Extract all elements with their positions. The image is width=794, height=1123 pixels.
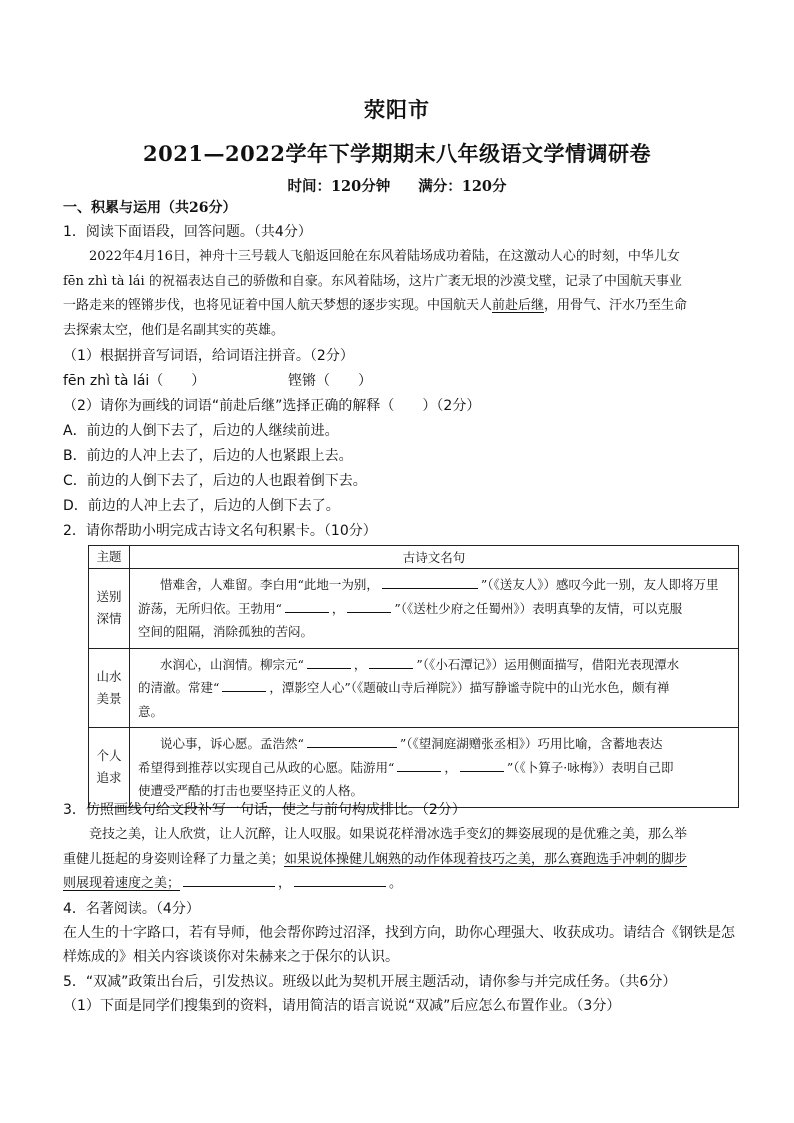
q1-passage-line: fēn zhì tà lái 的祝福表达自己的骄傲和自豪。东风着陆场，这片广袤无垠的沙漠戈壁，记录了中国航天事业	[63, 273, 682, 289]
content-line: 希望得到推荐以实现自己从政的心愿。陆游用“ ， ”（《卜算子·咏梅》）表明自己即	[138, 759, 674, 775]
option-a[interactable]: A．前边的人倒下去了，后边的人继续前进。	[63, 423, 339, 439]
q1-passage-line	[63, 294, 733, 319]
table-header-row	[89, 546, 739, 569]
q1-passage-text: 一路走来的铿锵步伐，也将见证着中国人航天梦想的逐步实现。中国航天人	[63, 298, 493, 313]
underlined-phrase: 前赴后继	[492, 298, 545, 313]
option-d[interactable]: D．前边的人冲上去了，后边的人倒下去了。	[63, 498, 340, 514]
header-content: 古诗文名句	[130, 546, 739, 569]
section-title: 一、积累与运用（共26分）	[63, 200, 237, 216]
row-content	[130, 728, 739, 808]
content-line: 的清澈。常建“ ，潭影空人心”（《题破山寺后禅院》）描写静谧寺院中的山光水色，颇有禅	[138, 680, 670, 695]
q1-sub1: （1）根据拼音写词语，给词语注拼音。（2分）	[63, 348, 354, 364]
table-row	[89, 648, 739, 728]
answer-blank[interactable]	[347, 600, 391, 613]
q5-sub1: （1）下面是同学们搜集到的资料，请用简洁的语言说说“双减”后应怎么布置作业。（3分）	[63, 998, 621, 1014]
q1-passage-line: 去探索太空，他们是名副其实的英雄。	[63, 322, 285, 338]
underlined-sentence: 如果说体操健儿娴熟的动作体现着技巧之美，那么赛跑选手冲刺的脚步	[284, 851, 688, 867]
q3-passage-line: 则展现着速度之美； ， 。	[63, 876, 403, 891]
option-c[interactable]: C．前边的人倒下去了，后边的人也跟着倒下去。	[63, 473, 367, 489]
content-line: 使遭受严酷的打击也要坚持正义的人格。	[138, 783, 364, 798]
poetry-card-table	[88, 545, 739, 808]
row-topic	[89, 648, 130, 728]
score-info: 满分：120分	[418, 178, 507, 195]
answer-blank[interactable]	[285, 600, 329, 613]
table-row	[89, 728, 739, 808]
exam-meta	[0, 175, 794, 196]
answer-blank[interactable]	[460, 759, 504, 772]
content-line: 惜难舍，人难留。李白用“此地一为别， ”（《送友人》）感叹今此一别，友人即将万里	[160, 577, 719, 592]
q1-stem: 1．阅读下面语段，回答问题。（共4分）	[63, 224, 312, 240]
topic-line: 美景	[96, 690, 122, 706]
q3-stem: 3．仿照画线句给文段补写一句话，使之与前句构成排比。（2分）	[63, 802, 466, 818]
city-title: 荥阳市	[364, 97, 430, 122]
topic-line: 追求	[96, 770, 122, 786]
row-content	[130, 648, 739, 728]
q3-passage-line: 竞技之美，让人欣赏，让人沉醉，让人叹服。如果说花样滑冰选手变幻的舞姿展现的是优雅之美，那么举	[89, 827, 688, 842]
q4-stem: 4．名著阅读。（4分）	[63, 901, 200, 917]
content-line: 说心事，诉心愿。孟浩然“ ”（《望洞庭湖赠张丞相》）巧用比喻，含蓄地表达	[160, 736, 663, 751]
q1-passage-text: ，用骨气、汗水乃至生命	[544, 298, 688, 313]
answer-blank[interactable]	[294, 874, 386, 887]
q4-line: 样炼成的》相关内容谈谈你对朱赫来之于保尔的认识。	[63, 949, 399, 965]
header-topic: 主题	[89, 546, 130, 569]
row-topic	[89, 728, 130, 808]
answer-blank[interactable]	[307, 735, 397, 748]
answer-blank[interactable]	[397, 759, 441, 772]
topic-line: 个人	[96, 748, 122, 764]
answer-blank[interactable]	[222, 679, 266, 692]
exam-title: 2021—2022学年下学期期末八年级语文学情调研卷	[143, 141, 651, 166]
q3-passage-line: 重健儿挺起的身姿则诠释了力量之美；如果说体操健儿娴熟的动作体现着技巧之美，那么赛跑选手冲刺的脚步	[63, 851, 688, 867]
row-topic	[89, 569, 130, 649]
q5-stem: 5．“双减”政策出台后，引发热议。班级以此为契机开展主题活动，请你参与并完成任务。（共6分）	[63, 974, 677, 990]
q2-stem: 2．请你帮助小明完成古诗文名句积累卡。（10分）	[63, 523, 377, 539]
q1-passage	[63, 245, 733, 343]
q1-sub2: （2）请你为画线的词语“前赴后继”选择正确的解释（ ）（2分）	[63, 398, 481, 414]
q4-line: 在人生的十字路口，若有导师，他会帮你跨过沼泽，找到方向，助你心理强大、收获成功。请结合《钢铁是怎	[63, 925, 735, 941]
q1-pinyin-blank[interactable]: fēn zhì tà lái（ ）	[63, 373, 206, 389]
content-line: 游荡，无所归依。王勃用“ ， ”（《送杜少府之任蜀州》）表明真挚的友情，可以克服	[138, 600, 683, 616]
q1-word-blank[interactable]: 铿锵（ ）	[288, 373, 372, 389]
content-line: 空间的阻隔，消除孤独的苦闷。	[138, 624, 314, 639]
table-row	[89, 569, 739, 649]
topic-line: 送别	[96, 589, 122, 605]
content-line: 水润心，山润情。柳宗元“ ， ”（《小石潭记》）运用侧面描写，借阳光表现潭水	[160, 656, 680, 672]
answer-blank[interactable]	[369, 656, 413, 669]
answer-blank[interactable]	[307, 656, 351, 669]
q3-passage	[63, 823, 733, 897]
time-info: 时间：120分钟	[287, 178, 391, 195]
row-content	[130, 569, 739, 649]
answer-blank[interactable]	[382, 576, 478, 589]
content-line: 意。	[138, 703, 164, 719]
q1-passage-line: 2022年4月16日，神舟十三号载人飞船返回舱在东风着陆场成功着陆，在这激动人心的时刻，中华儿女	[89, 249, 680, 264]
topic-line: 深情	[96, 611, 122, 627]
answer-blank[interactable]	[183, 874, 275, 887]
topic-line: 山水	[96, 668, 122, 684]
option-b[interactable]: B．前边的人冲上去了，后边的人也紧跟上去。	[63, 448, 353, 464]
